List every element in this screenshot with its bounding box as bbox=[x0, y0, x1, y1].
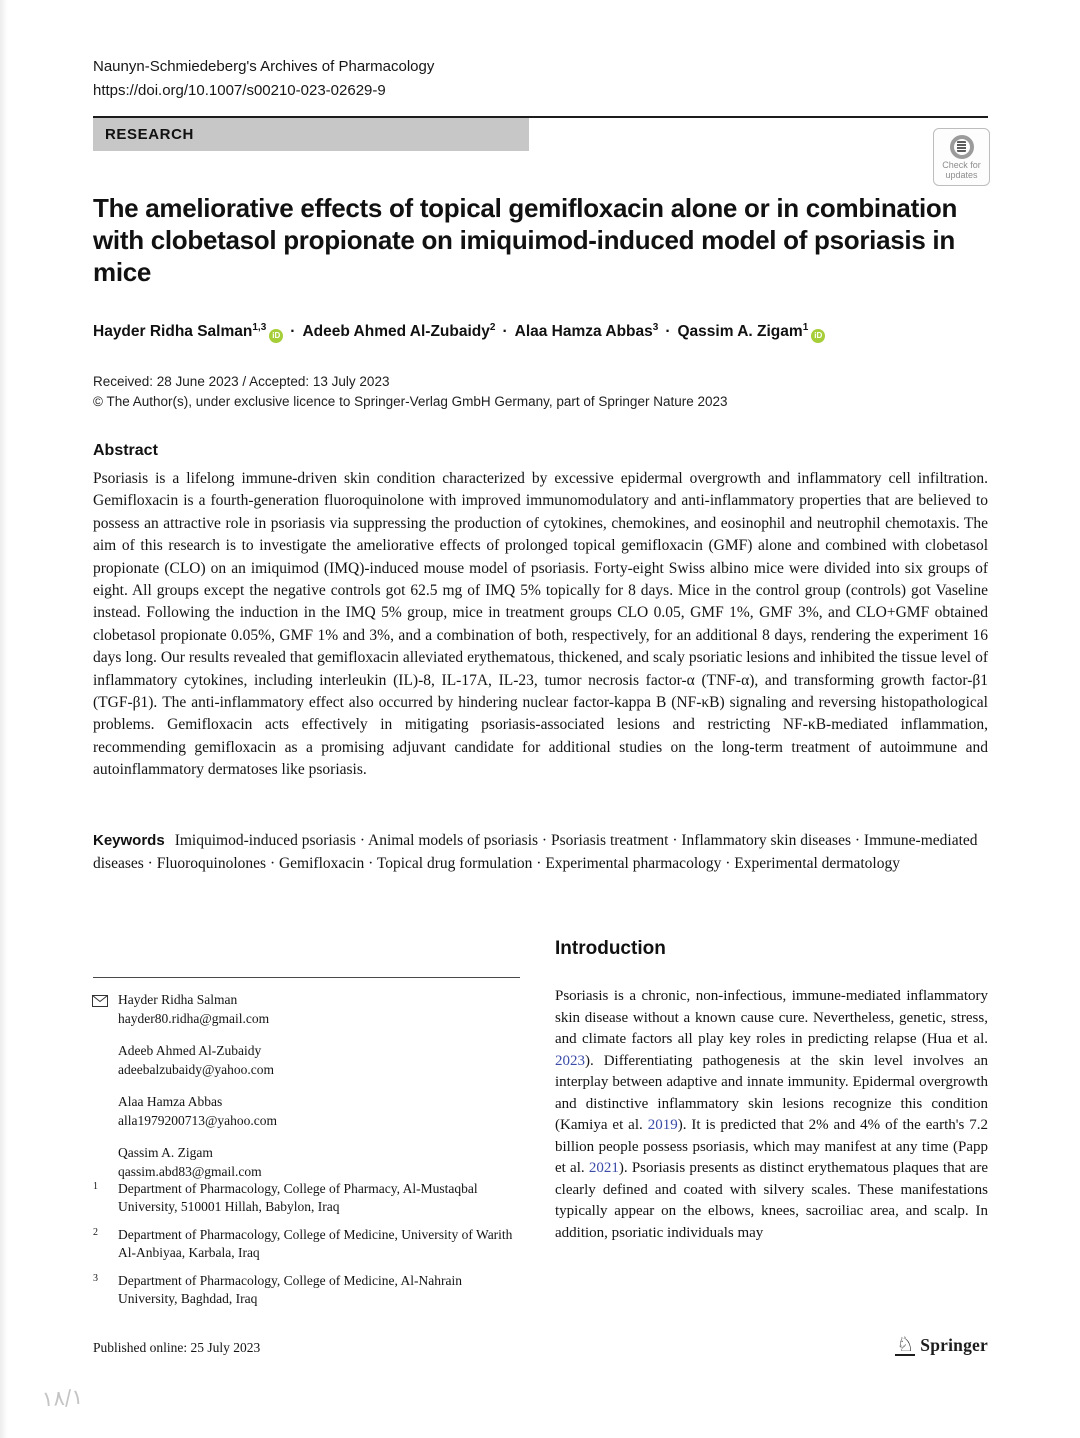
check-for-updates-badge[interactable] bbox=[933, 128, 990, 186]
handwritten-page-mark: ١٨/١ bbox=[41, 1384, 84, 1412]
contact-email[interactable]: adeebalzubaidy@yahoo.com bbox=[118, 1062, 274, 1077]
author: Hayder Ridha Salman$^{1,3}$iD bbox=[93, 323, 283, 340]
keywords-text: Imiquimod-induced psoriasis · Animal models of psoriasis · Psoriasis treatment · Inflammatory skin diseases · Immune-mediated diseases · Fluoroquinolones · Gemifloxacin · Topical drug formulation · Experimental pharmacology · Experimental dermatology bbox=[93, 832, 978, 872]
footnote-rule bbox=[93, 977, 520, 978]
check-updates-label: Check for updates bbox=[942, 159, 981, 180]
citation-link[interactable]: 2021 bbox=[588, 1160, 619, 1176]
affiliation-list bbox=[93, 1180, 523, 1318]
contact-name: Alaa Hamza Abbas bbox=[118, 1094, 223, 1109]
affiliation: 3 Department of Pharmacology, College of Medicine, Al-Nahrain University, Baghdad, Iraq bbox=[93, 1273, 463, 1306]
journal-name: Naunyn-Schmiedeberg's Archives of Pharmacology bbox=[93, 58, 435, 75]
contact-email[interactable]: alla1979200713@yahoo.com bbox=[118, 1113, 278, 1128]
abstract-heading: Abstract bbox=[93, 442, 158, 459]
contact-name: Hayder Ridha Salman bbox=[118, 992, 238, 1007]
contact-name: Adeeb Ahmed Al-Zubaidy bbox=[118, 1043, 262, 1058]
update-ring-icon bbox=[950, 135, 974, 159]
orcid-icon[interactable]: iD bbox=[269, 329, 283, 343]
springer-logo bbox=[895, 1334, 988, 1356]
orcid-icon[interactable]: iD bbox=[811, 329, 825, 343]
contact bbox=[118, 1092, 518, 1130]
author: Qassim A. Zigam$^1$iD bbox=[677, 323, 825, 340]
published-online-date: Published online: 25 July 2023 bbox=[93, 1340, 261, 1355]
introduction-text: Psoriasis is a chronic, non-infectious, immune-mediated inflammatory skin disease without a known cause cure. Nevertheless, genetic, stress, and climate factors all play key roles in predicting relapse (Hua et al. 2023). Differentiating pathogenesis at the skin level involves an interplay between adaptive and innate immunity. Epidermal overgrowth and distinctive inflammatory skin lesions recognize this condition (Kamiya et al. 2019). It is predicted that 2% and 4% of the earth's 7.2 billion people possess psoriasis, which may manifest at any time (Papp et al. 2021). Psoriasis presents as distinct erythematous plaques that are clearly defined and coated with silvery scales. These manifestations typically appear on the elbows, knees, sacroiliac area, and scalp. In addition, psoriatic individuals may bbox=[555, 988, 988, 1241]
springer-wordmark: Springer bbox=[920, 1334, 988, 1355]
paper-title: The ameliorative effects of topical gemifloxacin alone or in combination with clobetasol propionate on imiquimod-induced model of psoriasis in mice bbox=[93, 193, 958, 287]
contact-list bbox=[118, 990, 518, 1194]
keywords-block bbox=[93, 830, 988, 875]
email-icon bbox=[92, 993, 108, 1012]
contact-email[interactable]: hayder80.ridha@gmail.com bbox=[118, 1011, 270, 1026]
contact bbox=[118, 1143, 518, 1181]
section-band bbox=[93, 118, 529, 151]
abstract-text: Psoriasis is a lifelong immune-driven skin condition characterized by excessive epidermal overgrowth and inflammatory cell infiltration. Gemifloxacin is a fourth-generation fluoroquinolone with improved immunomodulatory and anti-inflammatory properties that are believed to possess an attractive role in psoriasis via suppressing the production of cytokines, chemokines, and eosinophil and neutrophil chemotaxis. The aim of this research is to investigate the ameliorative effects of prolonged topical gemifloxacin (GMF) alone and combined with clobetasol propionate (CLO) on an imiquimod (IMQ)-induced mouse model of psoriasis. Forty-eight Swiss albino mice were divided into six groups of eight. All groups except the negative controls got 62.5 mg of IMQ 5% topically for 8 days. Mice in the control group (controls) got Vaseline instead. Following the induction in the IMQ 5% group, mice in treatment groups CLO 0.05, GMF 1%, GMF 3%, and CLO+GMF obtained clobetasol propionate 0.05%, GMF 1% and 3%, and a combination of both, respectively, for an additional 8 days, rendering the experiment 16 days long. Our results revealed that gemifloxacin alleviated erythematous, thickened, and scaly psoriatic lesions and inhibited the tissue level of inflammatory cytokines, including interleukin (IL)-8, IL-17A, IL-23, tumor necrosis factor-α (TNF-α), and transforming growth factor-β1 (TGF-β1). The anti-inflammatory effect also occurred by hindering nuclear factor-kappa B (NF-κB) signaling and reversing histopathological problems. Gemifloxacin acts effectively in mitigating psoriasis-associated lesions and restricting NF-κB-mediated inflammation, recommending gemifloxacin as a promising adjuvant candidate for additional studies on the long-term treatment of autoimmune and autoinflammatory dermatoses like psoriasis. bbox=[93, 470, 988, 779]
citation-link[interactable]: 2019 bbox=[647, 1117, 678, 1133]
section-label: RESEARCH bbox=[105, 126, 194, 143]
doi-link[interactable]: https://doi.org/10.1007/s00210-023-02629-9 bbox=[93, 82, 386, 99]
affiliation: 2 Department of Pharmacology, College of Medicine, University of Warith Al-Anbiyaa, Karbala, Iraq bbox=[93, 1227, 513, 1260]
author-list: Hayder Ridha Salman$^{1,3}$iD · Adeeb Ahmed Al-Zubaidy$^2$ · Alaa Hamza Abbas$^3$ · Qassim A. Zigam$^1$iD bbox=[93, 322, 988, 343]
corresponding-author bbox=[118, 990, 518, 1028]
document-icon bbox=[957, 141, 966, 152]
springer-knight-icon: ♘ bbox=[896, 1332, 915, 1356]
author: Adeeb Ahmed Al-Zubaidy$^2$ bbox=[302, 322, 496, 341]
received-accepted-dates: Received: 28 June 2023 / Accepted: 13 July 2023 bbox=[93, 374, 390, 389]
copyright-line: © The Author(s), under exclusive licence to Springer-Verlag GmbH Germany, part of Springer Nature 2023 bbox=[93, 394, 728, 409]
contact-email[interactable]: qassim.abd83@gmail.com bbox=[118, 1164, 262, 1179]
introduction-heading: Introduction bbox=[555, 938, 666, 959]
affiliation: 1 Department of Pharmacology, College of Pharmacy, Al-Mustaqbal University, 510001 Hillah, Babylon, Iraq bbox=[93, 1181, 478, 1214]
contact bbox=[118, 1041, 518, 1079]
citation-link[interactable]: 2023 bbox=[555, 1052, 585, 1069]
author: Alaa Hamza Abbas$^3$ bbox=[514, 322, 659, 341]
keywords-label: Keywords bbox=[93, 832, 165, 849]
contact-name: Qassim A. Zigam bbox=[118, 1145, 213, 1160]
